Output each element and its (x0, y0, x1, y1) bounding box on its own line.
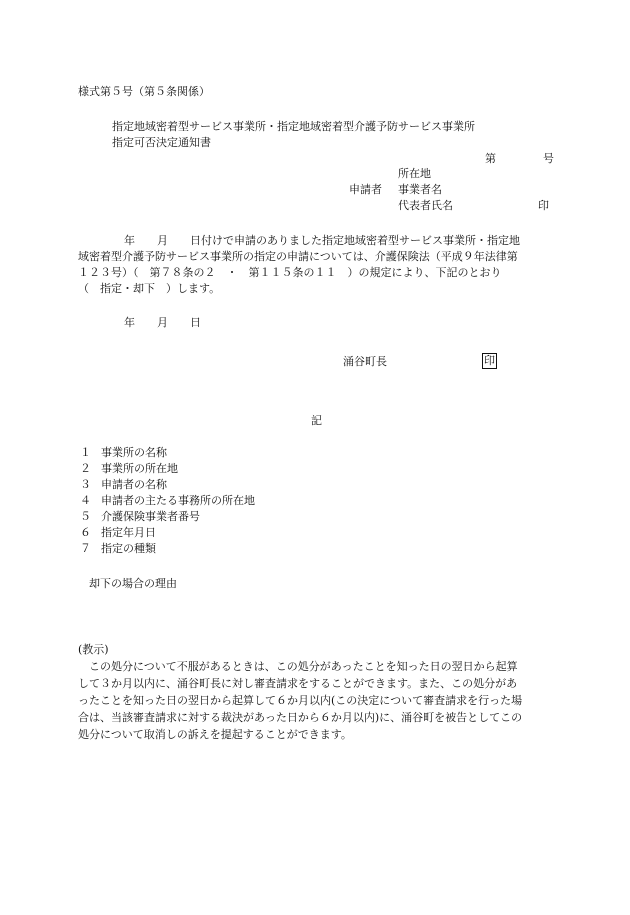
business-name-label: 事業者名 (398, 183, 442, 196)
notice-line-3: ったことを知った日の翌日から起算して６か月以内(この決定について審査請求を行った場 (78, 694, 523, 707)
item-number: ６ (80, 526, 91, 539)
item-number: ４ (80, 494, 91, 507)
item-number: ５ (80, 510, 91, 523)
item-number: ３ (80, 478, 91, 491)
notice-line-5: 処分について取消しの訴えを提起することができます。 (78, 728, 352, 741)
body-line-3: １２３号）（ 第７８条の２ ・ 第１１５条の１１ ）の規定により、下記のとおり (78, 266, 502, 279)
item-number: １ (80, 446, 91, 459)
issuer-title: 涌谷町長 (343, 355, 387, 368)
doc-number-prefix: 第 (485, 152, 496, 165)
applicant-label: 申請者 (349, 183, 382, 196)
body-line-1: 年 月 日付けで申請のありました指定地域密着型サービス事業所・指定地 (124, 234, 520, 247)
item-label: 事業所の名称 (101, 446, 167, 459)
title-line-1: 指定地域密着型サービス事業所・指定地域密着型介護予防サービス事業所 (112, 120, 475, 133)
applicant-seal: 印 (538, 199, 549, 212)
item-label: 指定の種類 (101, 542, 156, 555)
item-number: ２ (80, 462, 91, 475)
doc-number-suffix: 号 (543, 152, 554, 165)
item-label: 申請者の主たる事務所の所在地 (101, 494, 255, 507)
issue-date: 年 月 日 (124, 316, 201, 329)
item-label: 申請者の名称 (101, 478, 167, 491)
item-label: 指定年月日 (101, 526, 156, 539)
representative-label: 代表者氏名 (398, 199, 453, 212)
notice-line-4: 合は、当該審査請求に対する裁決があった日から６か月以内)に、涌谷町を被告としてこの (78, 711, 523, 724)
body-line-2: 域密着型介護予防サービス事業所の指定の申請については、介護保険法（平成９年法律第 (78, 250, 518, 263)
ki-heading: 記 (311, 414, 322, 427)
notice-heading: (教示) (78, 643, 109, 656)
notice-line-2: して３か月以内に、涌谷町長に対し審査請求をすることができます。また、この処分があ (78, 677, 518, 690)
rejection-reason-label: 却下の場合の理由 (89, 577, 177, 590)
item-label: 事業所の所在地 (101, 462, 178, 475)
item-label: 介護保険事業者番号 (101, 510, 200, 523)
notice-line-1: この処分について不服があるときは、この処分があったことを知った日の翌日から起算 (89, 660, 518, 673)
body-line-4: （ 指定・却下 ）します。 (78, 282, 221, 295)
title-line-2: 指定可否決定通知書 (112, 136, 211, 149)
issuer-seal-stamp: 印 (484, 354, 495, 367)
item-number: ７ (80, 542, 91, 555)
location-label: 所在地 (398, 167, 431, 180)
form-number: 様式第５号（第５条関係） (78, 85, 210, 98)
